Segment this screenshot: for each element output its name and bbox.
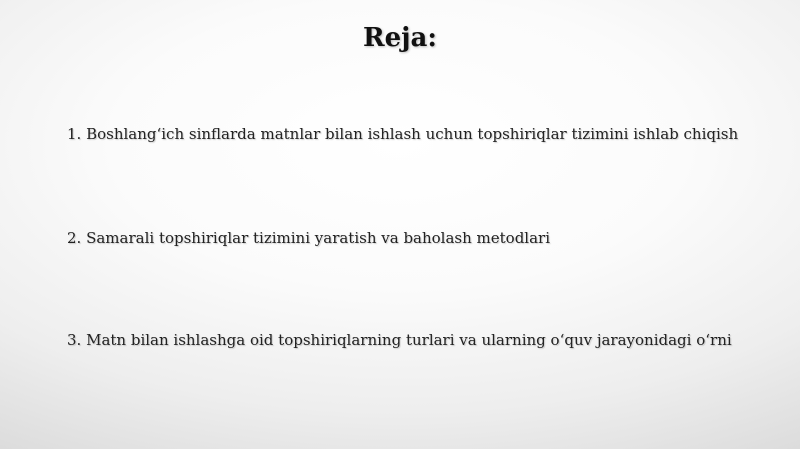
slide-title: Reja: — [362, 23, 437, 53]
plan-item: 3. Matn bilan ishlashga oid topshiriqlarning turlari va ularning o‘quv jarayonidagi o‘rni — [67, 331, 732, 349]
plan-item: 2. Samarali topshiriqlar tizimini yaratish va baholash metodlari — [67, 229, 551, 247]
plan-item: 1. Boshlang‘ich sinflarda matnlar bilan ishlash uchun topshiriqlar tizimini ishlab chiqish — [67, 125, 739, 143]
